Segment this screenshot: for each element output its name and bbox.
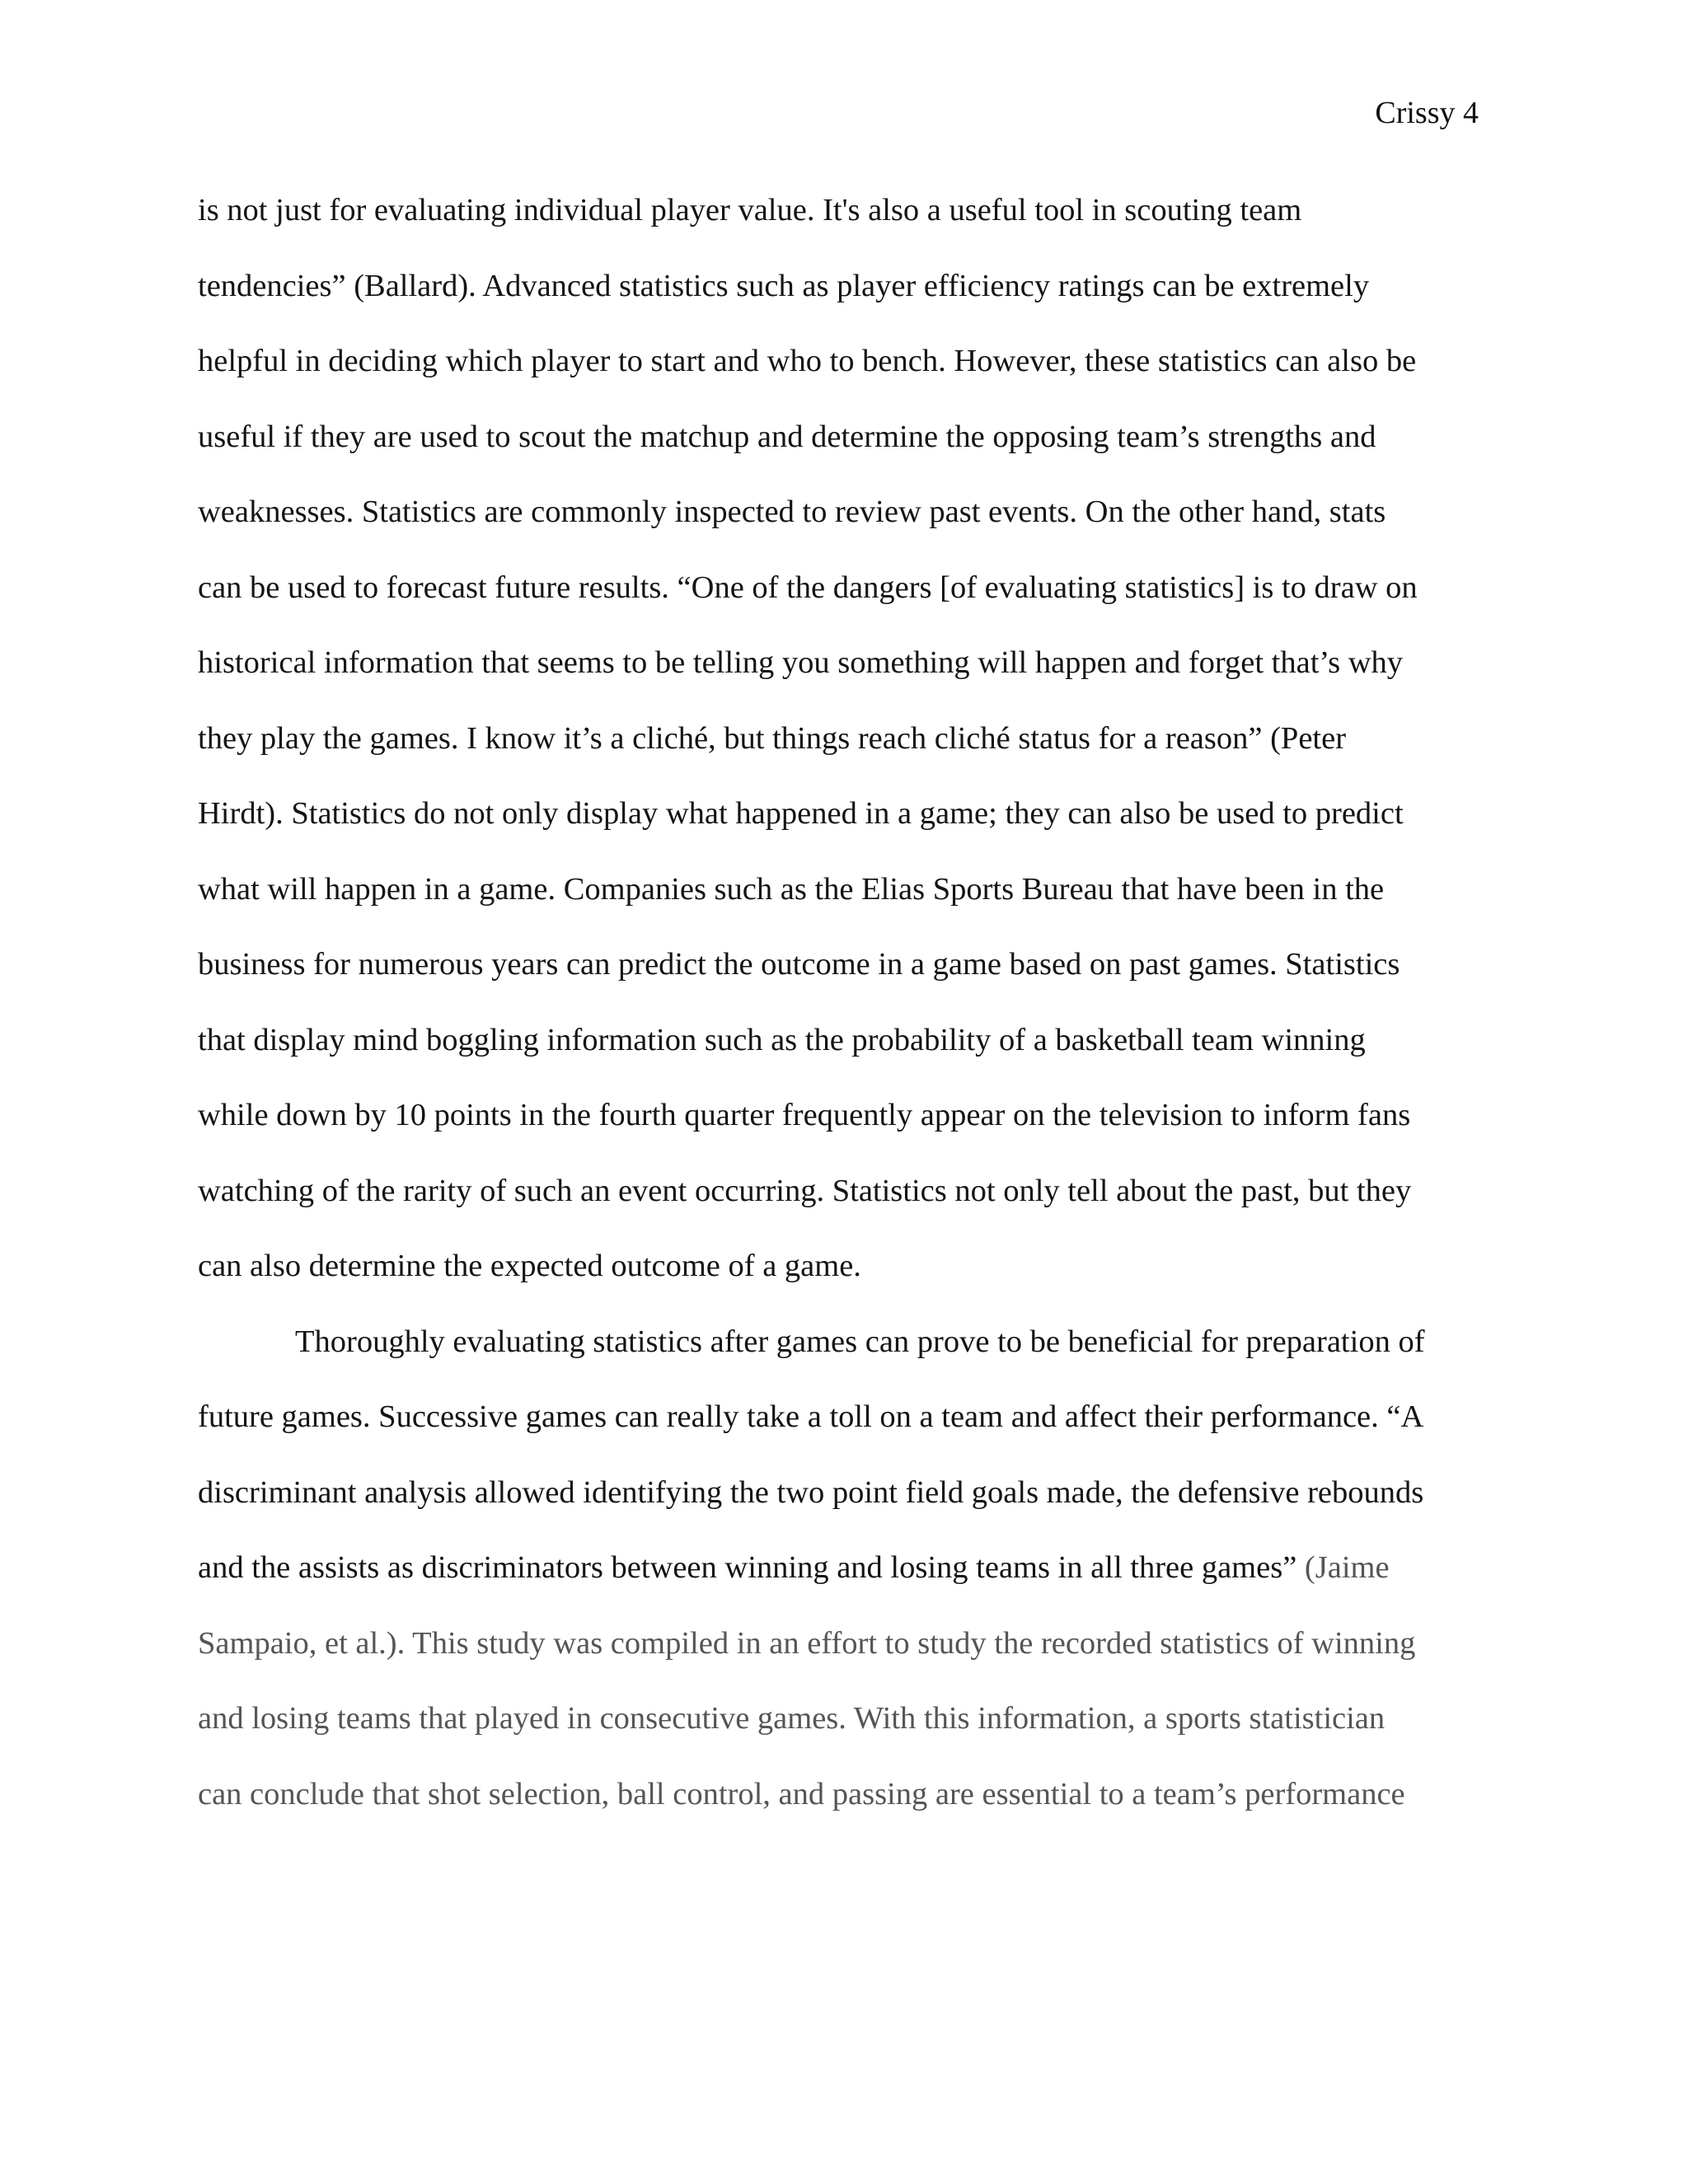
- text-line: is not just for evaluating individual player value. It's also a useful tool in scouting team: [198, 193, 1302, 227]
- text-line: [198, 1552, 1390, 1584]
- text-line: while down by 10 points in the fourth quarter frequently appear on the television to inform fans: [198, 1098, 1411, 1132]
- text-line: and losing teams that played in consecutive games. With this information, a sports statistician: [198, 1701, 1386, 1736]
- text-line: weaknesses. Statistics are commonly inspected to review past events. On the other hand, stats: [198, 494, 1386, 529]
- paragraph-first-line: Thoroughly evaluating statistics after games can prove to be beneficial for preparation of: [295, 1324, 1425, 1359]
- text-line: discriminant analysis allowed identifying the two point field goals made, the defensive rebounds: [198, 1474, 1424, 1510]
- text-line: can also determine the expected outcome of a game.: [198, 1249, 861, 1283]
- text-line: helpful in deciding which player to start and who to bench. However, these statistics can also be: [198, 344, 1417, 378]
- running-head: Crissy 4: [1375, 96, 1479, 130]
- text-line: that display mind boggling information such as the probability of a basketball team winning: [198, 1022, 1366, 1057]
- text-line: what will happen in a game. Companies such as the Elias Sports Bureau that have been in the: [198, 871, 1385, 907]
- text-line: future games. Successive games can really take a toll on a team and affect their performance. “A: [198, 1399, 1424, 1434]
- text-line: watching of the rarity of such an event occurring. Statistics not only tell about the past, but they: [198, 1173, 1412, 1208]
- text-line: Hirdt). Statistics do not only display what happened in a game; they can also be used to predict: [198, 796, 1404, 831]
- text-line: they play the games. I know it’s a cliché, but things reach cliché status for a reason” (Peter: [198, 720, 1347, 756]
- text-line: business for numerous years can predict the outcome in a game based on past games. Statistics: [198, 947, 1400, 982]
- text-line: Sampaio, et al.). This study was compiled in an effort to study the recorded statistics of winning: [198, 1625, 1416, 1661]
- citation-segment: (Jaime: [1304, 1550, 1390, 1585]
- text-line: can conclude that shot selection, ball control, and passing are essential to a team’s performance: [198, 1776, 1405, 1811]
- text-line: tendencies” (Ballard). Advanced statistics such as player efficiency ratings can be extremely: [198, 268, 1370, 303]
- text-line: historical information that seems to be telling you something will happen and forget that’s why: [198, 645, 1404, 680]
- text-line: useful if they are used to scout the matchup and determine the opposing team’s strengths and: [198, 419, 1376, 454]
- text-segment: and the assists as discriminators between winning and losing teams in all three games”: [198, 1550, 1305, 1585]
- text-line: can be used to forecast future results. “One of the dangers [of evaluating statistics] is to draw on: [198, 569, 1418, 605]
